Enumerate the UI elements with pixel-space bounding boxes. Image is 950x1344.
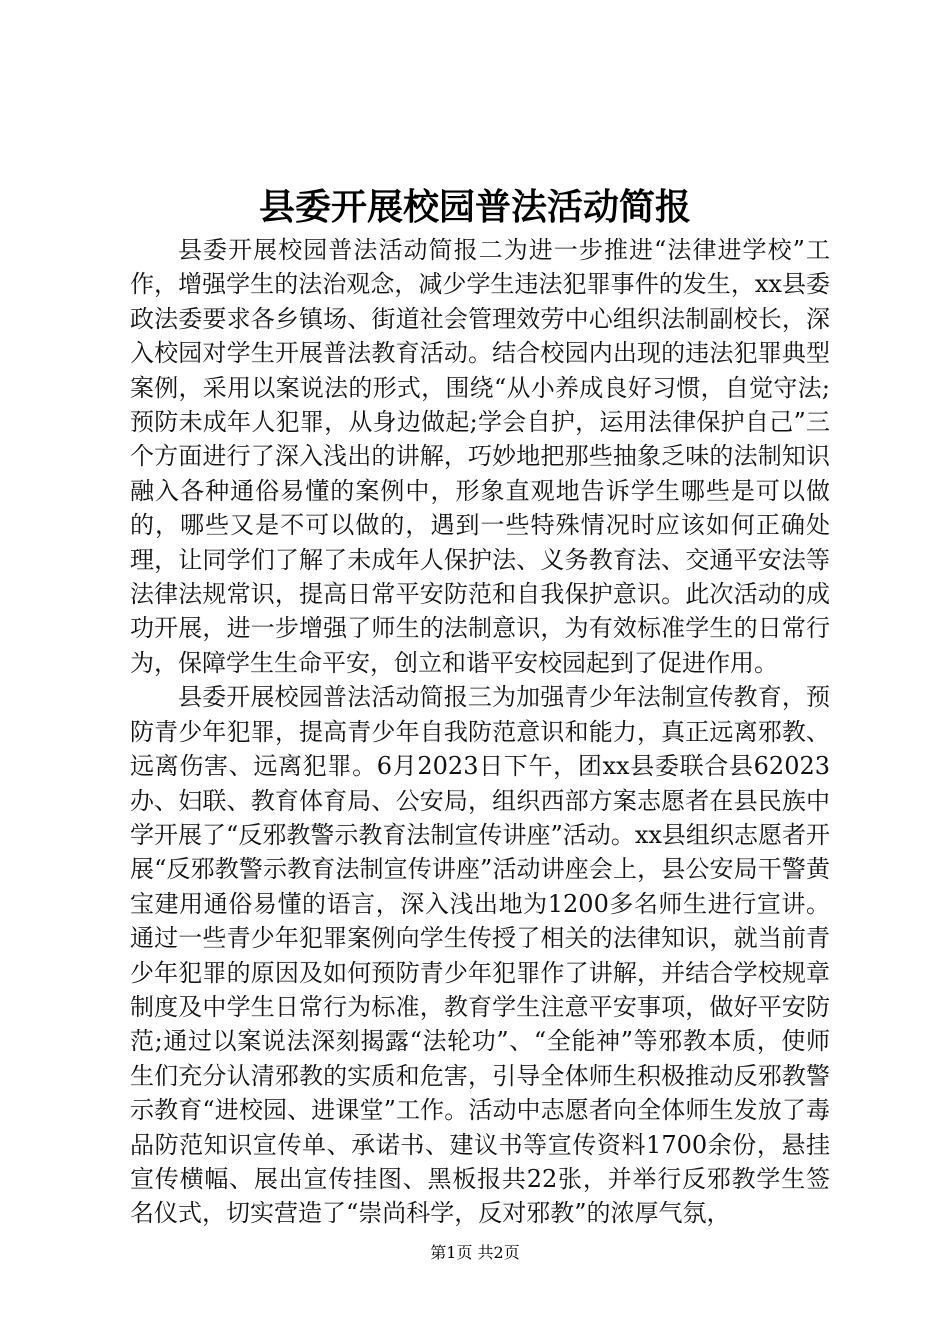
- page-number-footer: 第1页 共2页: [430, 1243, 520, 1262]
- paragraph-report-three: 县委开展校园普法活动简报三为加强青少年法制宣传教育，预防青少年犯罪，提高青少年自我防范意识和能力，真正远离邪教、远离伤害、远离犯罪。6月2023日下午，团xx县委联合县62023办、妇联、教育体育局、公安局，组织西部方案志愿者在县民族中学开展了“反邪教警示教育法制宣传讲座”活动。xx县组织志愿者开展“反邪教警示教育法制宣传讲座”活动讲座会上，县公安局干警黄宝建用通俗易懂的语言，深入浅出地为1200多名师生进行宣讲。通过一些青少年犯罪案例向学生传授了相关的法律知识，就当前青少年犯罪的原因及如何预防青少年犯罪作了讲解，并结合学校规章制度及中学生日常行为标准，教育学生注意平安事项，做好平安防范;通过以案说法深刻揭露“法轮功”、“全能神”等邪教本质，使师生们充分认清邪教的实质和危害，引导全体师生积极推动反邪教警示教育“进校园、进课堂”工作。活动中志愿者向全体师生发放了毒品防范知识宣传单、承诺书、建议书等宣传资料1700余份，悬挂宣传横幅、展出宣传挂图、黑板报共22张，并举行反邪教学生签名仪式，切实营造了“崇尚科学，反对邪教”的浓厚气氛，: [130, 683, 830, 1228]
- document-body: [130, 233, 830, 1231]
- paragraph-report-two: 县委开展校园普法活动简报二为进一步推进“法律进学校”工作，增强学生的法治观念，减少学生违法犯罪事件的发生，xx县委政法委要求各乡镇场、街道社会管理效劳中心组织法制副校长，深入校园对学生开展普法教育活动。结合校园内出现的违法犯罪典型案例，采用以案说法的形式，围绕“从小养成良好习惯，自觉守法;预防未成年人犯罪，从身边做起;学会自护，运用法律保护自己”三个方面进行了深入浅出的讲解，巧妙地把那些抽象乏味的法制知识融入各种通俗易懂的案例中，形象直观地告诉学生哪些是可以做的，哪些又是不可以做的，遇到一些特殊情况时应该如何正确处理，让同学们了解了未成年人保护法、义务教育法、交通平安法等法律法规常识，提高日常平安防范和自我保护意识。此次活动的成功开展，进一步增强了师生的法制意识，为有效标准学生的日常行为，保障学生生命平安，创立和谐平安校园起到了促进作用。: [130, 236, 830, 677]
- document-title: 县委开展校园普法活动简报: [258, 186, 691, 228]
